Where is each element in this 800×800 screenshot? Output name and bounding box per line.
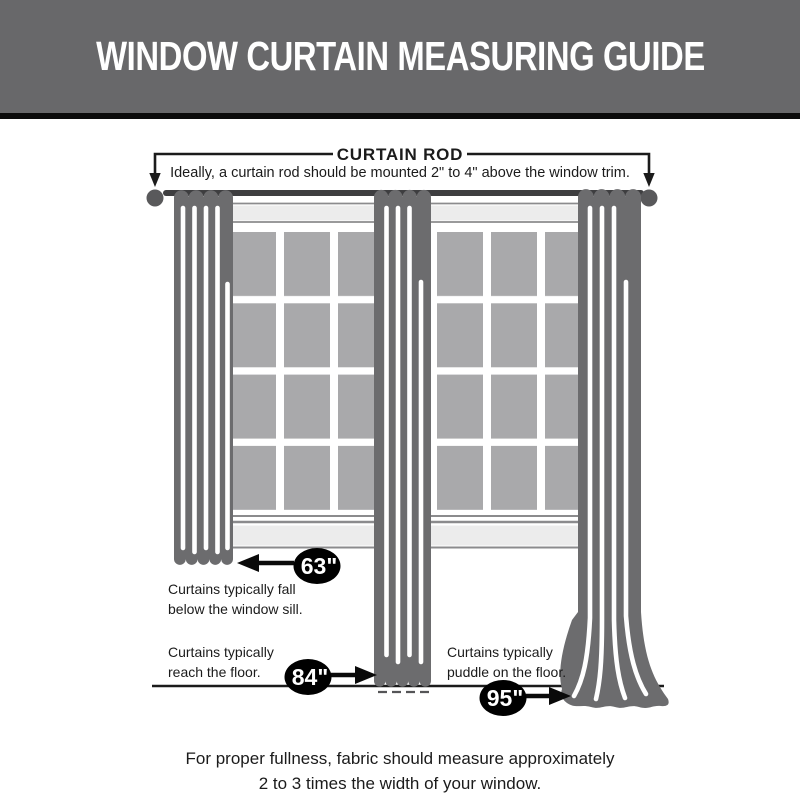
curtain-panel-left [174,190,233,565]
rod-callout-description: Ideally, a curtain rod should be mounted 2" to 4" above the window trim. [170,165,630,181]
measurement-reach-floor [168,644,377,695]
window-trim-top [228,206,638,221]
measurement-63-arrow-left-icon [237,554,259,572]
page-title: WINDOW CURTAIN MEASURING GUIDE [95,33,705,79]
note-reach-floor-line1: Curtains typically [168,644,274,660]
window [228,204,638,548]
footer-line1: For proper fullness, fabric should measure approximately [185,749,615,768]
rod-callout-arrow-left-icon [149,173,160,187]
measurement-84-arrow-right-icon [355,666,377,684]
note-puddle-floor-line1: Curtains typically [447,644,553,660]
measurement-puddle-floor [447,644,571,716]
window-sash-right [437,232,591,510]
window-sash-left [230,232,384,510]
footer-line2: 2 to 3 times the width of your window. [258,774,542,793]
rod-finial-left [147,190,164,207]
note-reach-floor-line2: reach the floor. [168,664,261,680]
measurement-84-value: 84" [291,664,329,690]
rod-callout-arrow-right-icon [643,173,654,187]
rod-callout-title: CURTAIN ROD [336,145,464,164]
curtain-measuring-diagram [0,119,800,800]
footer-note [186,749,615,793]
rod-callout [149,145,654,187]
window-sill [228,526,638,546]
rod-finial-right [641,190,658,207]
note-below-sill-line2: below the window sill. [168,601,303,617]
note-puddle-floor-line2: puddle on the floor. [447,664,567,680]
curtain-panel-middle [374,190,431,692]
measurement-63-value: 63" [300,553,338,579]
note-below-sill-line1: Curtains typically fall [168,581,296,597]
header-banner [0,0,800,113]
measurement-95-value: 95" [486,685,524,711]
